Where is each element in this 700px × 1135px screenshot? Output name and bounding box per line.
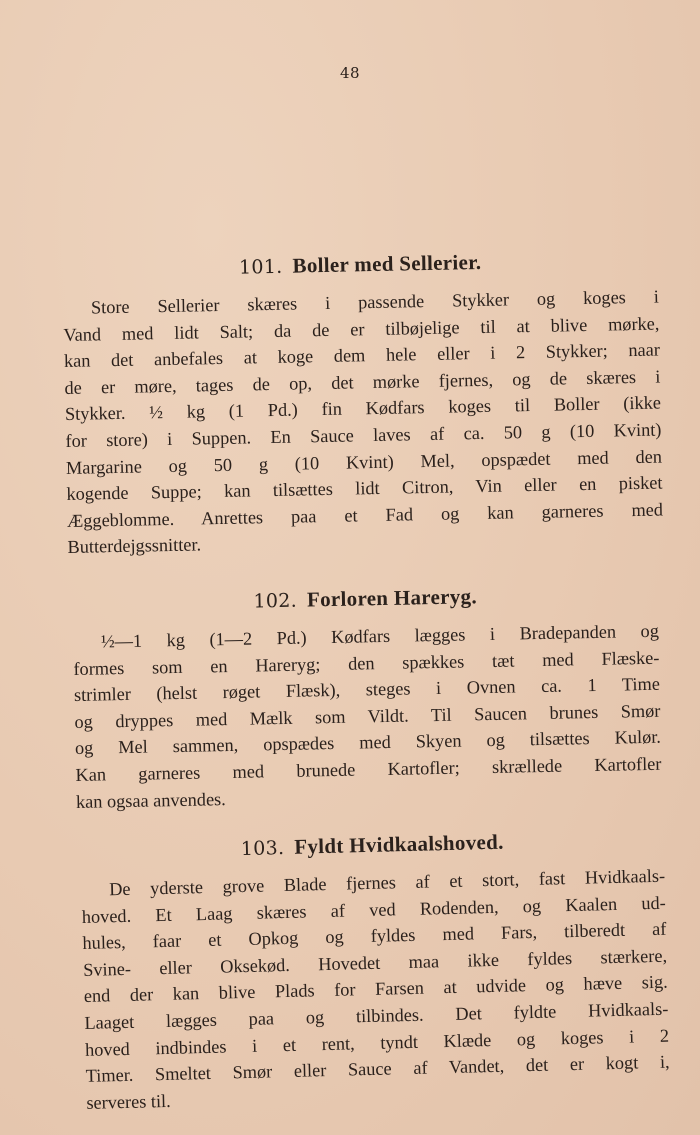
text-line: Æggeblomme. Anrettes paa et Fad og kan garneres med [66,499,664,531]
text-line: Butterdejgssnitter. [67,534,202,558]
recipe-102 [72,581,662,815]
text-line: Vand med lidt Salt; da de er tilbøjelige til at blive mørke, [63,313,660,345]
recipe-101 [62,247,664,561]
text-line: formes som en Hareryg; den spækkes tæt med Flæske- [73,647,660,679]
page-number: 48 [339,64,361,82]
text-line: for store) i Suppen. En Sauce laves af ca. 50 g (10 Kvint) [65,419,662,451]
text-line: og dryppes med Mælk som Vildt. Til Saucen brunes Smør [74,700,661,732]
recipe-103 [80,826,671,1117]
text-line: Store Sellerier skæres i passende Stykker og koges i [90,286,660,318]
recipe-heading [62,247,658,283]
text-line: end der kan blive Plads for Farsen at udvide og hæve sig. [83,972,668,1007]
recipe-heading [80,826,664,865]
recipe-number: 102. [253,589,298,613]
text-line: Margarine og 50 g (10 Kvint) Mel, opspædet med den [65,446,663,478]
text-line: Timer. Smeltet Smør eller Sauce af Vandet, det er kogt i, [85,1051,670,1087]
text-line: strimler (helst røget Flæsk), steges i Ovnen ca. 1 Time [73,673,661,706]
recipe-body [63,284,664,561]
text-line: De yderste grove Blade fjernes af et stort, fast Hvidkaals- [108,865,666,900]
text-line: Laaget lægges paa og tilbindes. Det fyldte Hvidkaals- [84,998,669,1033]
text-line: kogende Suppe; kan tilsættes lidt Citron, Vin eller en pisket [66,472,663,505]
recipe-title: Boller med Sellerier. [292,249,482,278]
text-line: de er møre, tages de op, det mørke fjernes, og de skæres i [64,366,661,398]
recipe-title: Fyldt Hvidkaalshoved. [294,829,504,859]
text-line: og Mel sammen, opspædes med Skyen og tilsættes Kulør. [74,727,662,759]
recipe-number: 103. [240,837,285,861]
text-line: serveres til. [86,1090,171,1113]
text-line: Svine- eller Oksekød. Hovedet maa ikke fyldes stærkere, [82,945,668,980]
text-line: kan ogsaa anvendes. [75,788,226,812]
text-line: Stykker. ½ kg (1 Pd.) fin Kødfars koges til Boller (ikke [64,392,662,425]
recipe-heading [72,581,658,617]
text-line: kan det anbefales at koge dem hele eller i 2 Stykker; naar [63,339,661,372]
text-line: hoved indbindes i et rent, tyndt Klæde og koges i 2 [84,1025,670,1060]
text-line: hoved. Et Laag skæres af ved Rodenden, og Kaalen ud- [81,892,666,927]
recipe-body [81,863,671,1117]
recipe-title: Forloren Hareryg. [306,584,478,612]
text-line: ½—1 kg (1—2 Pd.) Kødfars lægges i Bradepanden og [100,620,660,652]
text-line: hules, faar et Opkog og fyldes med Fars, tilberedt af [82,918,667,954]
text-line: Kan garneres med brunede Kartofler; skrællede Kartofler [75,753,662,785]
recipe-body [73,618,662,815]
recipe-number: 101. [238,255,283,279]
